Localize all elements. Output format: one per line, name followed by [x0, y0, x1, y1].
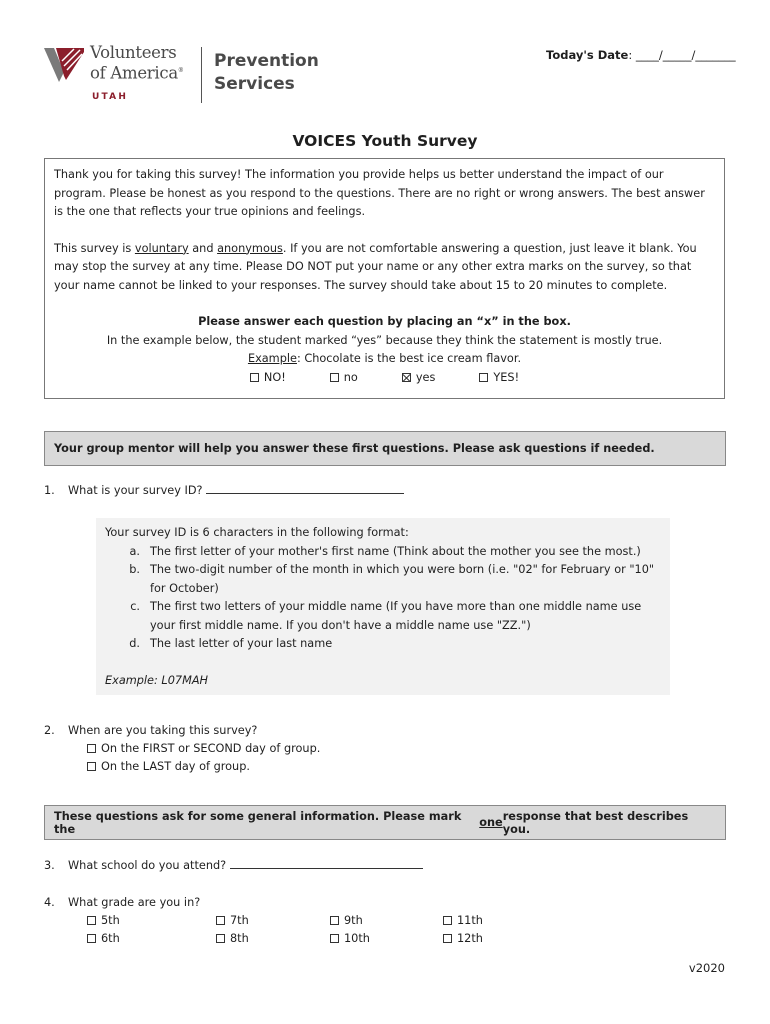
list-item: a. The first letter of your mother's first name (Think about the mother you see the most.) — [129, 544, 641, 558]
school-input[interactable] — [230, 859, 423, 869]
division-name: Prevention Services — [214, 51, 319, 94]
id-format-list — [105, 543, 661, 654]
question-survey-timing: 2. When are you taking this survey? — [44, 724, 258, 737]
option-grade-9[interactable]: 9th — [330, 912, 363, 930]
checkbox-icon — [250, 373, 259, 382]
version-label: v2020 — [688, 961, 725, 975]
option-last-day[interactable]: On the LAST day of group. — [87, 758, 250, 776]
example-note: In the example below, the student marked “yes” because they think the statement is mostly true. — [106, 333, 663, 347]
survey-id-example: Example: L07MAH — [105, 673, 209, 687]
option-grade-5[interactable]: 5th — [87, 912, 120, 930]
org-logo — [44, 43, 319, 106]
checkbox-icon — [330, 373, 339, 382]
example-option: no — [330, 369, 358, 388]
checkbox-icon — [479, 373, 488, 382]
option-grade-10[interactable]: 10th — [330, 930, 370, 948]
survey-id-instructions: Your survey ID is 6 characters in the following format: a. The first letter of your mother's first name (Think about the mother you see the most.) b. The two-digit number of the month in which you were born (i.e. "02" for February or "10" for October) c. The first two letters of your middle name (If you have more than one middle name use your first middle name. If you don't have a middle name use "ZZ.") d. The last letter of your last name Example: L07MAH — [96, 518, 670, 695]
question-survey-id: 1. What is your survey ID? — [44, 482, 404, 500]
logo-divider — [201, 47, 202, 103]
list-item: b. The two-digit number of the month in which you were born (i.e. "02" for February or "10" for October) — [129, 563, 655, 595]
checkbox-icon[interactable] — [87, 762, 96, 771]
option-grade-7[interactable]: 7th — [216, 912, 249, 930]
checkbox-icon[interactable] — [443, 934, 452, 943]
checkbox-icon[interactable] — [216, 916, 225, 925]
checkbox-icon[interactable] — [330, 934, 339, 943]
org-state: UTAH — [92, 92, 129, 102]
org-name: Volunteers of America® — [90, 43, 184, 83]
section-banner-mentor: Your group mentor will help you answer these first questions. Please ask questions if needed. — [44, 431, 726, 466]
option-grade-12[interactable]: 12th — [443, 930, 483, 948]
checkbox-icon[interactable] — [87, 916, 96, 925]
checkbox-icon[interactable] — [330, 916, 339, 925]
option-grade-6[interactable]: 6th — [87, 930, 120, 948]
checkbox-icon[interactable] — [443, 916, 452, 925]
checkbox-icon[interactable] — [87, 744, 96, 753]
intro-paragraph: Thank you for taking this survey! The information you provide helps us better understand the impact of our program. Please be honest as you respond to the questions. There are no right or wrong answers. The best answer is the one that reflects your true opinions and feelings. — [54, 168, 705, 218]
option-grade-8[interactable]: 8th — [216, 930, 249, 948]
list-item: c. The first two letters of your middle name (If you have more than one middle name use your first middle name. If you don't have a middle name use "ZZ.") — [130, 600, 642, 632]
instruction-text: Please answer each question by placing an “x” in the box. — [198, 315, 571, 328]
page-title: VOICES Youth Survey — [292, 132, 478, 150]
list-item: d. The last letter of your last name — [129, 637, 333, 650]
example-options — [54, 369, 715, 388]
survey-id-input[interactable] — [206, 484, 404, 494]
example-option: NO! — [250, 369, 286, 388]
section-banner-general: These questions ask for some general information. Please mark the one response that best describes you. — [44, 805, 726, 840]
option-grade-11[interactable]: 11th — [443, 912, 483, 930]
question-school: 3. What school do you attend? — [44, 857, 423, 875]
todays-date-field[interactable]: Today's Date: ____/_____/_______ — [546, 48, 736, 62]
question-grade: 4. What grade are you in? — [44, 896, 201, 909]
example-option: yes — [402, 369, 436, 388]
example-statement: Example: Chocolate is the best ice cream flavor. — [247, 352, 522, 365]
example-option: YES! — [479, 369, 519, 388]
checkbox-icon[interactable] — [216, 934, 225, 943]
option-first-day[interactable]: On the FIRST or SECOND day of group. — [87, 740, 320, 758]
consent-paragraph: This survey is voluntary and anonymous. If you are not comfortable answering a question, just leave it blank. You may stop the survey at any time. Please DO NOT put your name or any other extra marks on the survey, so that your name cannot be linked to your responses. The survey should take about 15 to 20 minutes to complete. — [54, 241, 697, 292]
intro-box — [44, 158, 725, 399]
voa-logo-mark-icon — [44, 46, 88, 86]
checkbox-icon[interactable] — [87, 934, 96, 943]
checked-checkbox-icon — [402, 373, 411, 382]
